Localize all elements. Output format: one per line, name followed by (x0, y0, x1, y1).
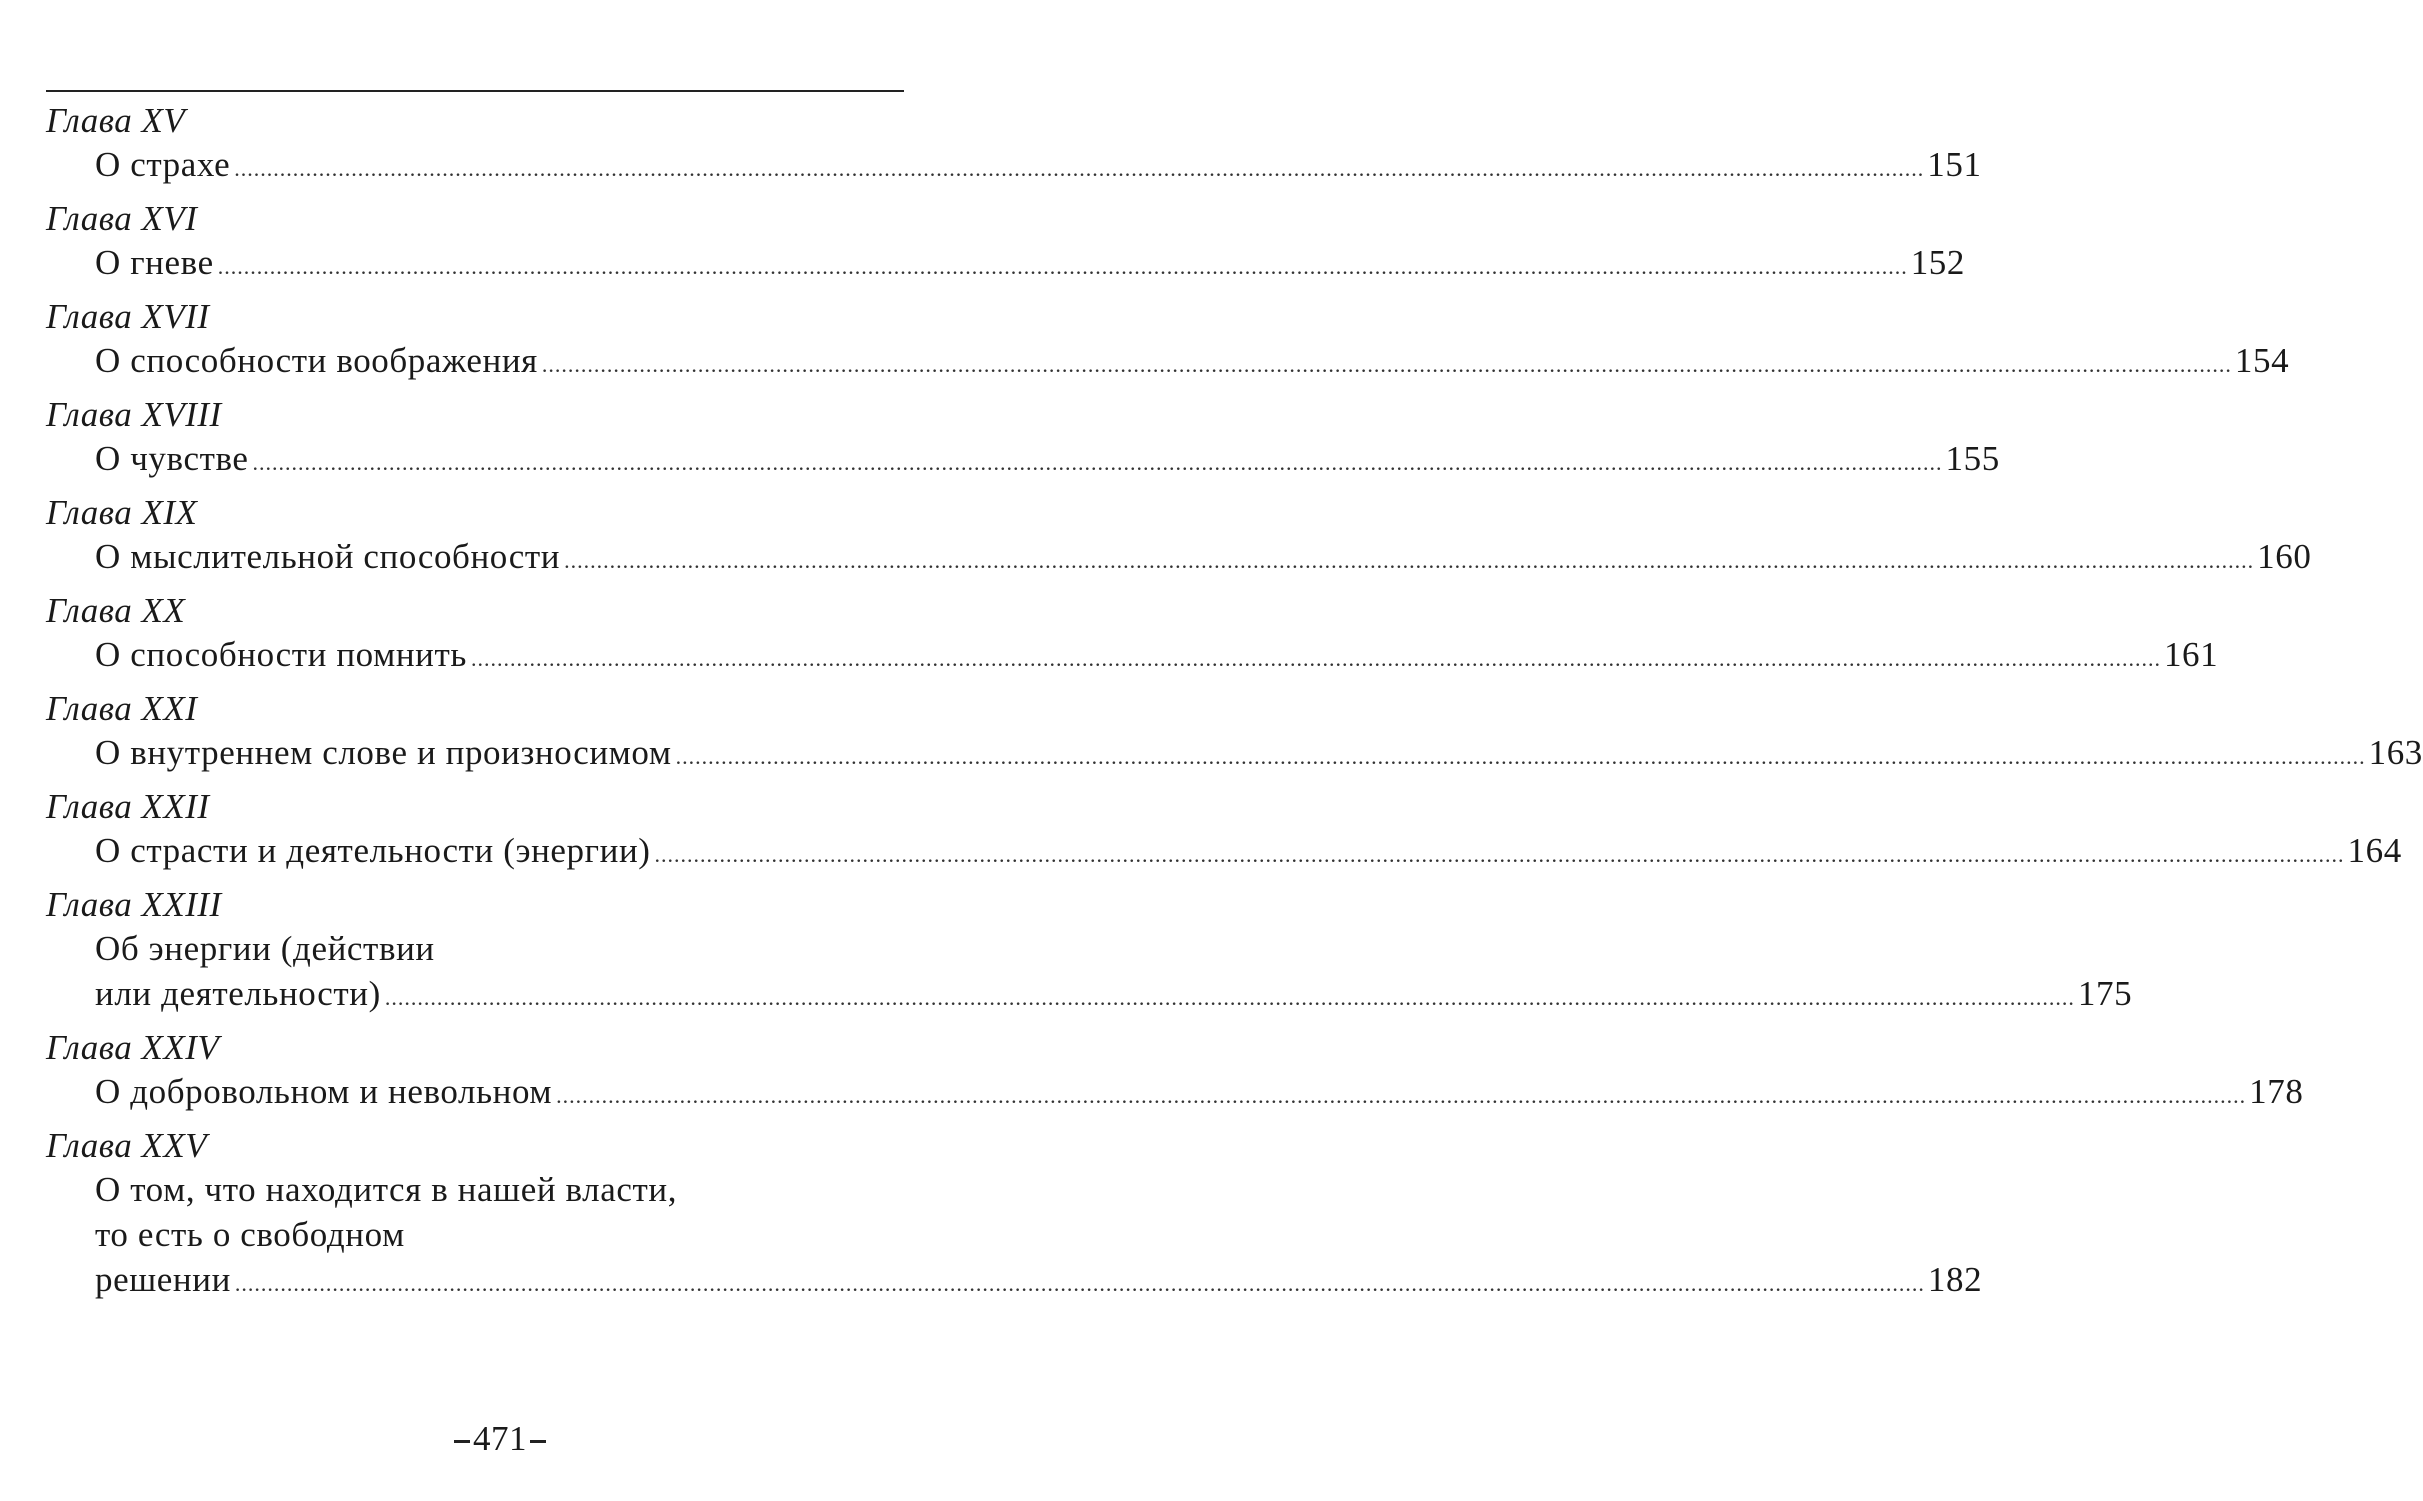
page-footer (0, 1418, 1000, 1460)
toc-entry[interactable] (46, 436, 2000, 481)
toc-chapter (46, 1125, 1983, 1302)
dot-leader: .................................................................................................................................................................................................................................................................... (384, 985, 2075, 1010)
entry-title: О способности воображения (95, 341, 538, 380)
entry-line (95, 730, 2423, 775)
dot-leader: .................................................................................................................................................................................................................................................................... (217, 254, 1908, 279)
entry-line (95, 1212, 904, 1257)
dot-leader: .................................................................................................................................................................................................................................................................... (654, 842, 2345, 867)
table-of-contents (46, 100, 2423, 1313)
entry-title: решении (95, 1260, 231, 1299)
entry-title: О чувстве (95, 439, 249, 478)
entry-page-number: 163 (2368, 733, 2423, 772)
entry-title: О добровольном и невольном (95, 1072, 553, 1111)
toc-entry[interactable] (46, 240, 1966, 285)
entry-page-number: 175 (2077, 974, 2133, 1013)
entry-line (95, 632, 2219, 677)
toc-chapter (46, 786, 2402, 873)
chapter-label: Глава XVII (46, 297, 210, 336)
toc-chapter (46, 296, 2290, 383)
entry-line (95, 926, 904, 971)
chapter-label: Глава XXIII (46, 885, 222, 924)
entry-line (95, 240, 1966, 285)
top-rule (46, 90, 904, 92)
chapter-label: Глава XXI (46, 689, 198, 728)
entry-line (95, 971, 2133, 1016)
page-number: 471 (473, 1419, 527, 1458)
entry-title: О мыслительной способности (95, 537, 561, 576)
chapter-label: Глава XIX (46, 493, 198, 532)
chapter-label: Глава XXII (46, 787, 210, 826)
toc-entry[interactable] (46, 142, 1982, 187)
toc-entry[interactable] (46, 632, 2219, 677)
toc-chapter (46, 100, 1982, 187)
entry-line (95, 534, 2312, 579)
toc-chapter (46, 688, 2423, 775)
entry-title: то есть о свободном (95, 1215, 405, 1254)
entry-line (95, 1069, 2304, 1114)
dot-leader: .................................................................................................................................................................................................................................................................... (252, 450, 1943, 475)
toc-entry[interactable] (46, 338, 2290, 383)
dot-leader: .................................................................................................................................................................................................................................................................... (556, 1083, 2247, 1108)
entry-title: О том, что находится в нашей власти, (95, 1170, 678, 1209)
toc-entry[interactable] (46, 730, 2423, 775)
entry-page-number: 151 (1927, 145, 1982, 184)
toc-chapter (46, 1027, 2304, 1114)
entry-title: О страсти и деятельности (энергии) (95, 831, 651, 870)
entry-page-number: 182 (1927, 1260, 1983, 1299)
entry-title: О внутреннем слове и произносимом (95, 733, 672, 772)
toc-chapter (46, 198, 1966, 285)
entry-line (95, 1257, 1983, 1302)
chapter-label: Глава XX (46, 591, 186, 630)
dot-leader: .................................................................................................................................................................................................................................................................... (470, 646, 2161, 671)
entry-page-number: 154 (2234, 341, 2290, 380)
entry-line (95, 142, 1982, 187)
chapter-label: Глава XVI (46, 199, 198, 238)
footer-dash-right (530, 1440, 546, 1443)
toc-chapter (46, 492, 2312, 579)
entry-page-number: 161 (2163, 635, 2219, 674)
footer-dash-left (454, 1440, 470, 1443)
toc-entry[interactable] (46, 1167, 1983, 1302)
chapter-label: Глава XXV (46, 1126, 208, 1165)
entry-page-number: 164 (2347, 831, 2402, 870)
toc-chapter (46, 884, 2133, 1016)
toc-chapter (46, 394, 2000, 481)
entry-line (95, 1167, 904, 1212)
chapter-label: Глава XVIII (46, 395, 222, 434)
toc-entry[interactable] (46, 1069, 2304, 1114)
entry-page-number: 152 (1910, 243, 1966, 282)
entry-page-number: 160 (2257, 537, 2312, 576)
chapter-label: Глава XV (46, 101, 186, 140)
toc-chapter (46, 590, 2219, 677)
toc-entry[interactable] (46, 926, 2133, 1016)
dot-leader: .................................................................................................................................................................................................................................................................... (564, 548, 2255, 573)
entry-title: О способности помнить (95, 635, 467, 674)
dot-leader: .................................................................................................................................................................................................................................................................... (541, 352, 2232, 377)
toc-entry[interactable] (46, 828, 2402, 873)
chapter-label: Глава XXIV (46, 1028, 220, 1067)
entry-title: О страхе (95, 145, 231, 184)
entry-line (95, 436, 2000, 481)
entry-page-number: 155 (1945, 439, 2000, 478)
entry-line (95, 338, 2290, 383)
entry-title: Об энергии (действии (95, 929, 435, 968)
entry-page-number: 178 (2249, 1072, 2304, 1111)
entry-title: или деятельности) (95, 974, 381, 1013)
entry-title: О гневе (95, 243, 214, 282)
toc-entry[interactable] (46, 534, 2312, 579)
dot-leader: .................................................................................................................................................................................................................................................................... (675, 744, 2366, 769)
entry-line (95, 828, 2402, 873)
dot-leader: .................................................................................................................................................................................................................................................................... (234, 156, 1925, 181)
dot-leader: .................................................................................................................................................................................................................................................................... (234, 1271, 1925, 1296)
